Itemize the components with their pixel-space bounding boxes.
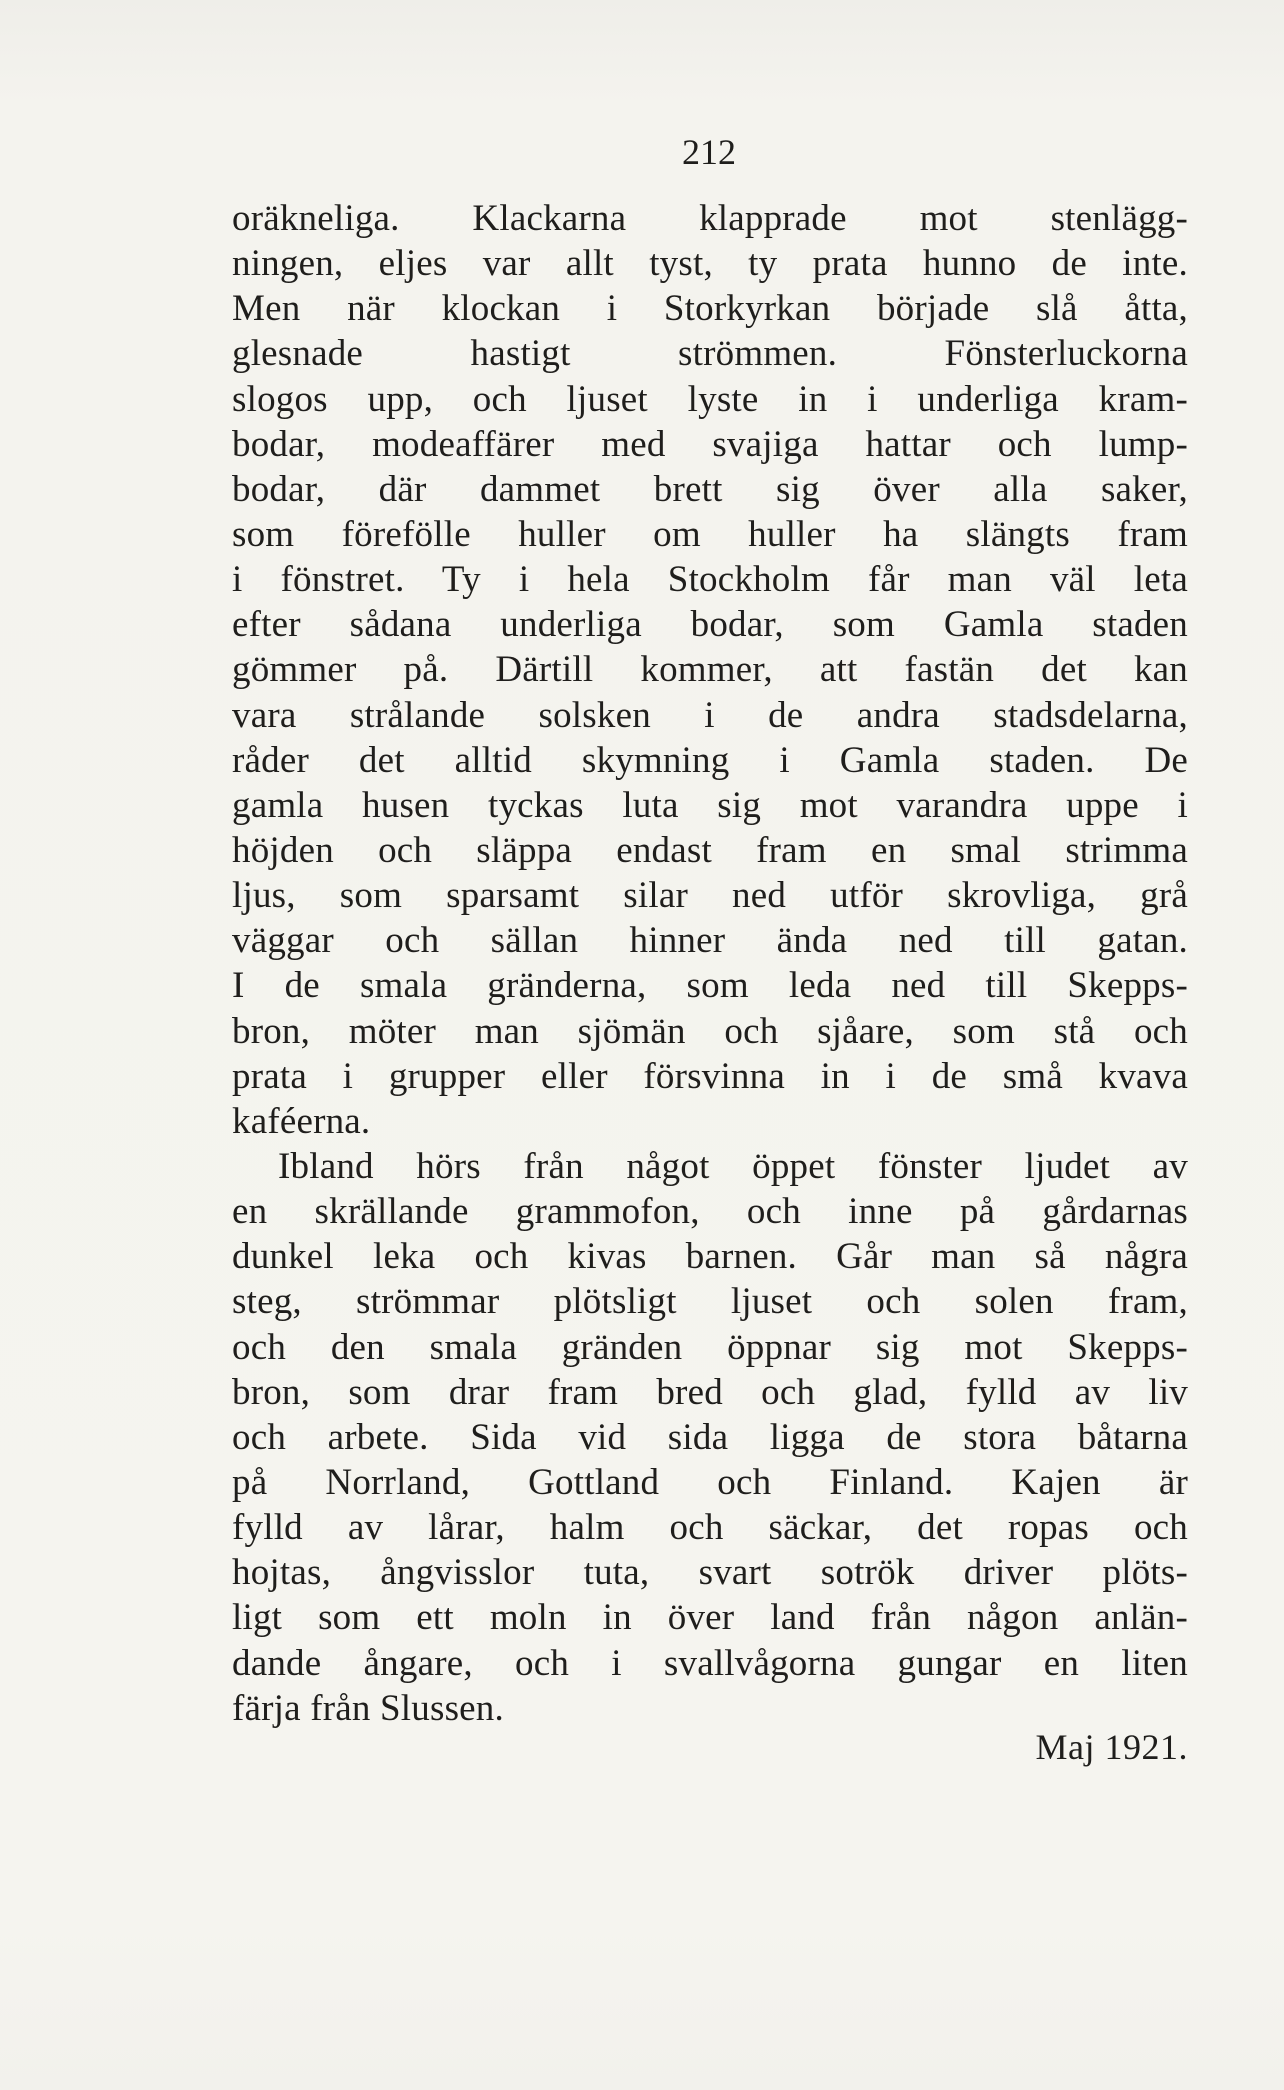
text-line: färja från Slussen. <box>232 1687 504 1729</box>
date-signature: Maj 1921. <box>1035 1727 1188 1767</box>
text-line: i fönstret. Ty i hela Stockholm får man väl leta <box>232 559 1188 601</box>
text-line: som förefölle huller om huller ha slängts fram <box>232 513 1188 555</box>
text-line: oräkneliga. Klackarna klapprade mot stenlägg- <box>232 198 1188 239</box>
text-line: gömmer på. Därtill kommer, att fastän det kan <box>232 649 1188 691</box>
text-line: I de smala gränderna, som leda ned till Skepps- <box>232 965 1188 1007</box>
text-line: och den smala gränden öppnar sig mot Skepps- <box>232 1326 1188 1368</box>
text-line: ljus, som sparsamt silar ned utför skrovliga, grå <box>232 875 1188 917</box>
body-text <box>232 196 1188 1731</box>
page-number: 212 <box>682 132 736 172</box>
text-line: på Norrland, Gottland och Finland. Kajen är <box>232 1461 1188 1503</box>
text-line: bron, möter man sjömän och sjåare, som stå och <box>232 1010 1188 1052</box>
text-line: råder det alltid skymning i Gamla staden. De <box>232 739 1188 781</box>
text-line: slogos upp, och ljuset lyste in i underliga kram- <box>232 378 1188 420</box>
text-line: efter sådana underliga bodar, som Gamla staden <box>232 604 1188 646</box>
text-line: bodar, modeaffärer med svajiga hattar och lump- <box>232 423 1188 465</box>
text-line: steg, strömmar plötsligt ljuset och solen fram, <box>232 1281 1188 1323</box>
text-line: gamla husen tyckas luta sig mot varandra uppe i <box>232 784 1188 826</box>
text-line: vara strålande solsken i de andra stadsdelarna, <box>232 694 1188 736</box>
text-line: prata i grupper eller försvinna in i de små kvava <box>232 1055 1188 1097</box>
text-line: väggar och sällan hinner ända ned till gatan. <box>232 920 1188 962</box>
text-line: ligt som ett moln in över land från någon anlän- <box>232 1597 1188 1639</box>
text-line: kaféerna. <box>232 1100 371 1142</box>
text-line: glesnade hastigt strömmen. Fönsterluckorna <box>232 333 1188 375</box>
text-line: dande ångare, och i svallvågorna gungar en liten <box>232 1642 1188 1684</box>
text-line: en skrällande grammofon, och inne på gårdarnas <box>232 1191 1188 1233</box>
text-line: höjden och släppa endast fram en smal strimma <box>232 829 1188 871</box>
text-line: och arbete. Sida vid sida ligga de stora båtarna <box>232 1416 1188 1458</box>
text-line: fylld av lårar, halm och säckar, det ropas och <box>232 1507 1188 1549</box>
text-line: hojtas, ångvisslor tuta, svart sotrök driver plöts- <box>232 1552 1188 1594</box>
text-line: bron, som drar fram bred och glad, fylld av liv <box>232 1371 1188 1413</box>
text-line: bodar, där dammet brett sig över alla saker, <box>232 468 1188 510</box>
text-line: dunkel leka och kivas barnen. Går man så några <box>232 1236 1188 1278</box>
text-line: Men när klockan i Storkyrkan började slå åtta, <box>232 288 1188 330</box>
text-line: ningen, eljes var allt tyst, ty prata hunno de inte. <box>232 243 1188 285</box>
text-line: Ibland hörs från något öppet fönster ljudet av <box>278 1145 1188 1187</box>
